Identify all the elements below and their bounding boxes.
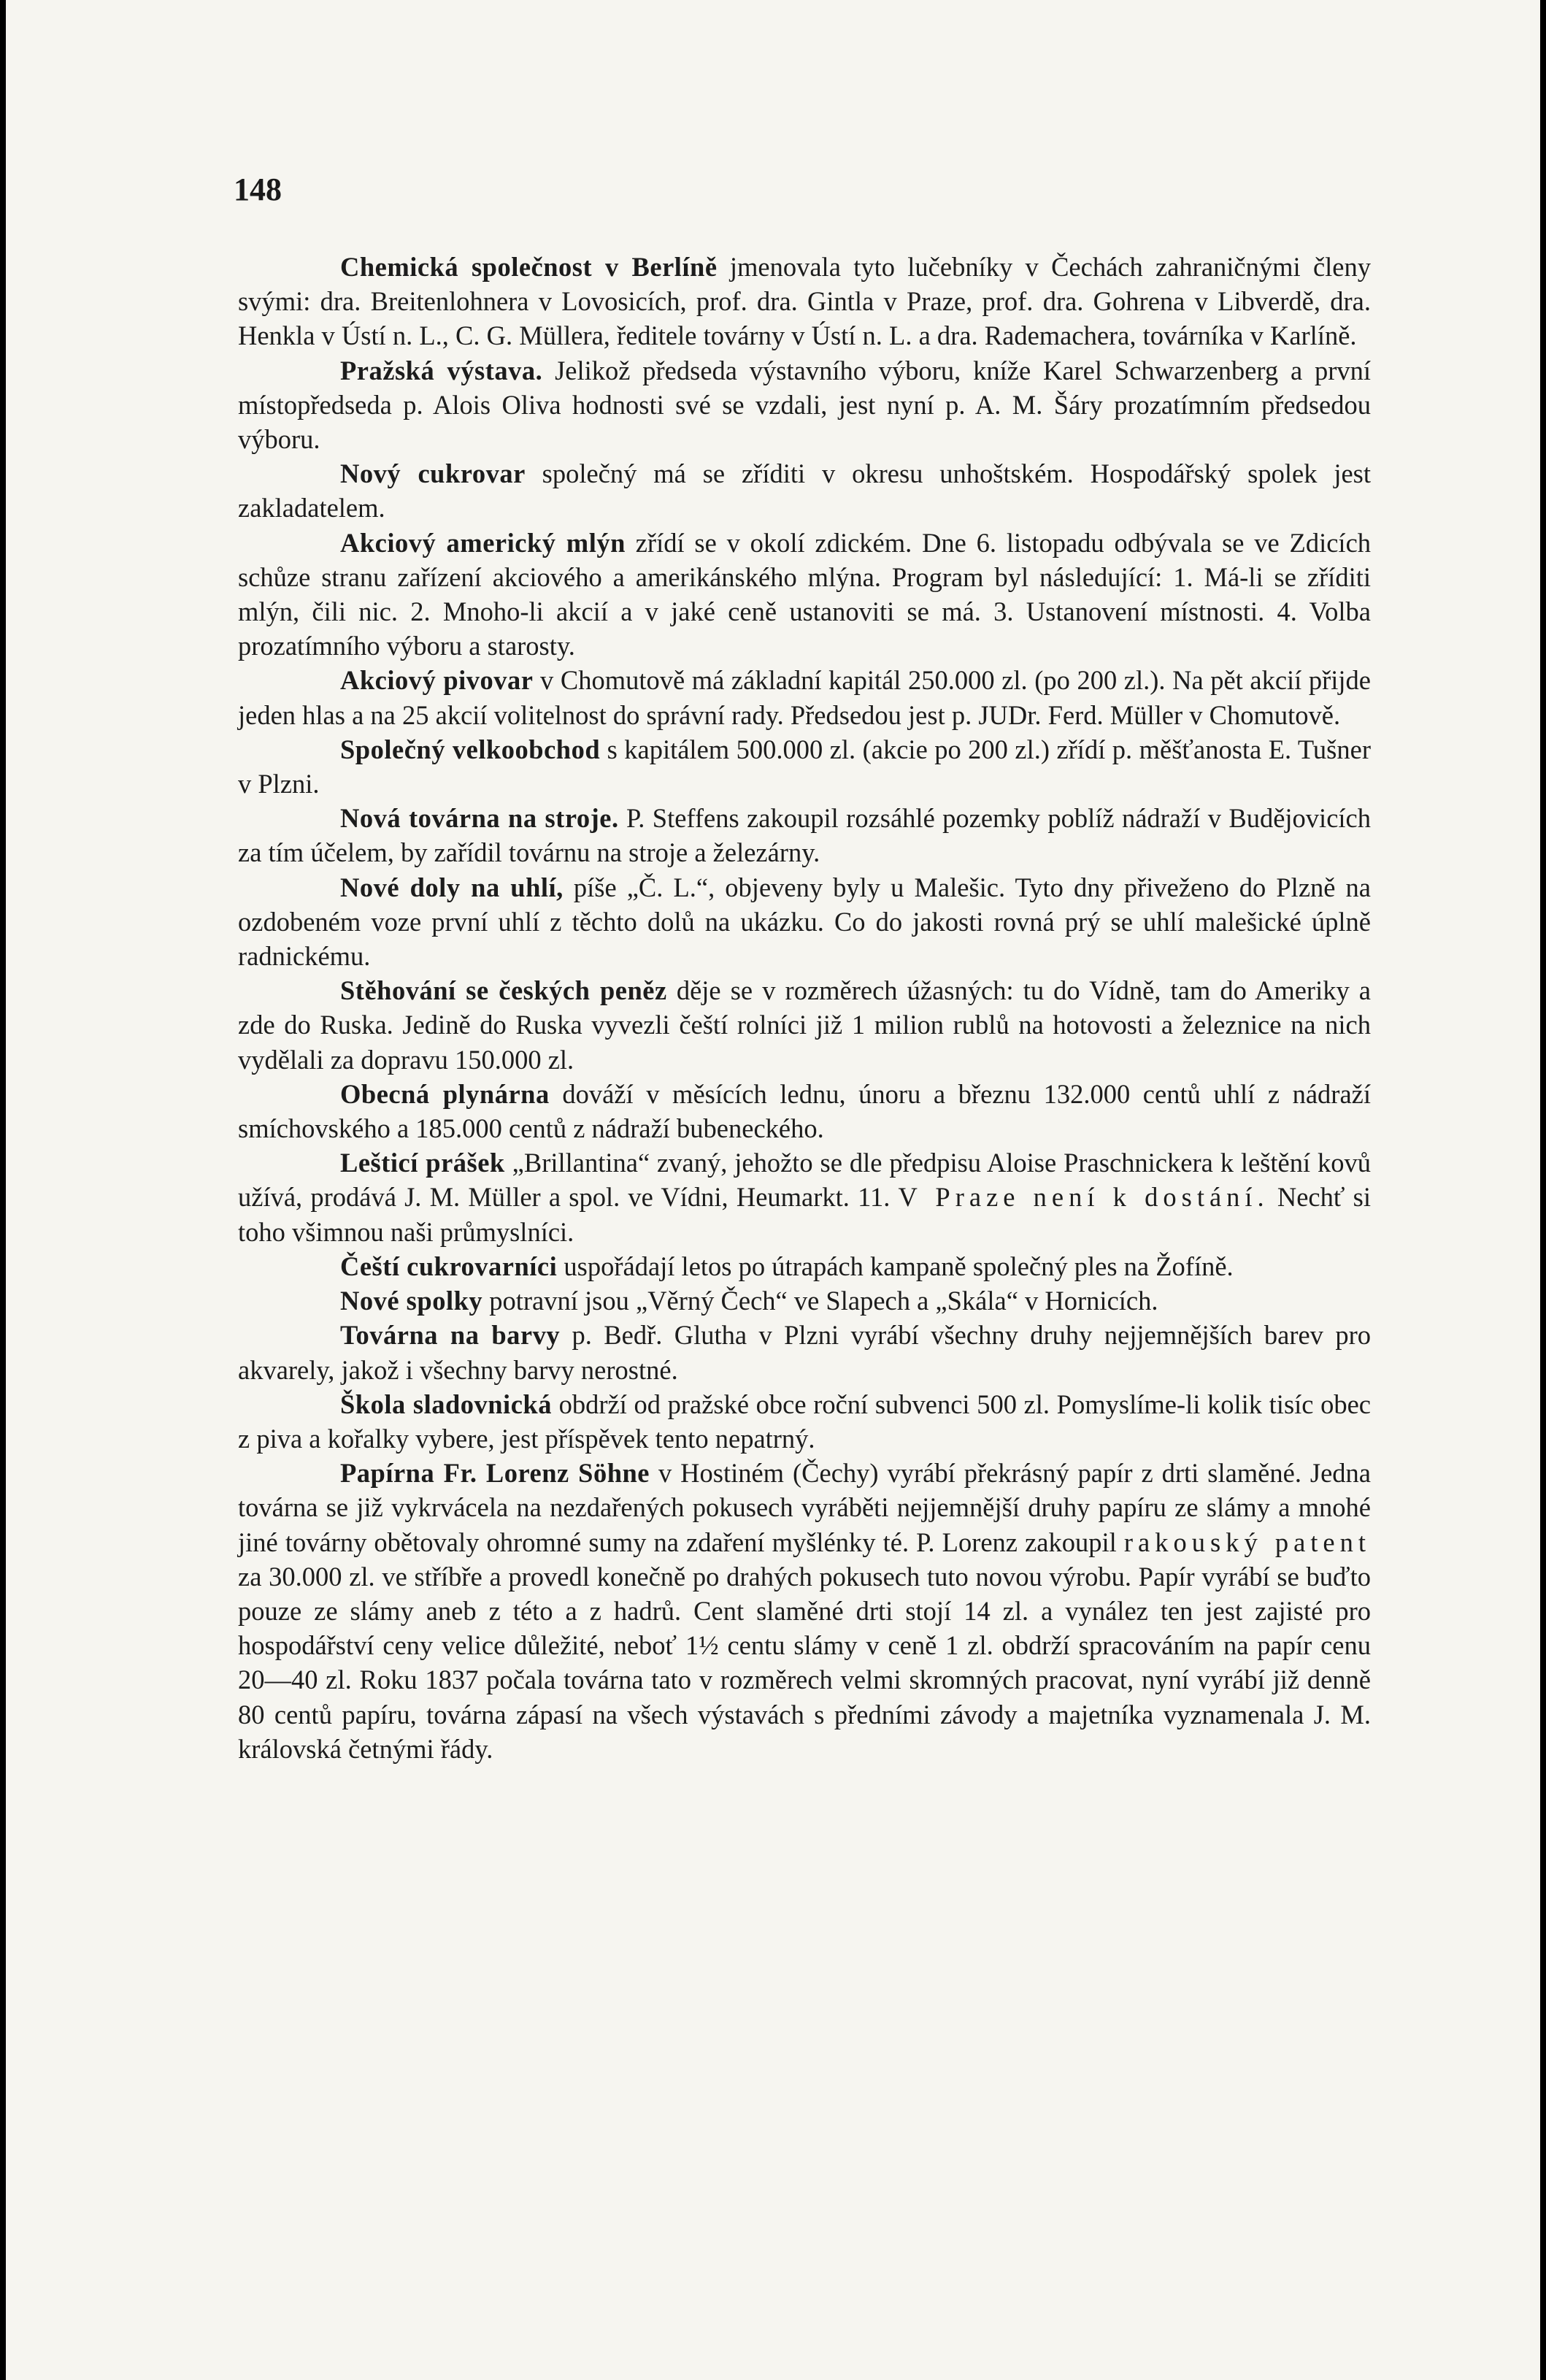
entry-heading: Stěhování se českých peněz — [340, 975, 667, 1006]
entry-body-tail: Nechť si toho všimnou naši průmyslníci. — [238, 1182, 1372, 1247]
book-page — [6, 0, 1540, 2380]
entry-new-sugar-factory — [238, 456, 1371, 525]
entry-body: p. Bedř. Glutha v Plzni vyrábí všechny druhy nejjemnějších barev pro akvarely, jakož i všechny barvy nerostné. — [238, 1320, 1371, 1385]
entry-body: zřídí se v okolí zdickém. Dne 6. listopadu odbývala se ve Zdicích schůze stranu zařízení akciového a amerikánského mlýna. Program byl následující: 1. Má-li se zříditi mlýn, čili nic. 2. Mnoho-li akcií a v jaké ceně ustanoviti se má. 3. Ustanovení místnosti. 4. Volba prozatímního výboru a starosty. — [238, 527, 1372, 661]
text-column — [238, 250, 1371, 1766]
entry-money-migration — [238, 973, 1371, 1077]
entry-body: Jelikož předseda výstavního výboru, kníže Karel Schwarzenberg a první místopředseda p. Alois Oliva hodnosti své se vzdali, jest nyní p. A. M. Šáry prozatímním předsedou výboru. — [238, 355, 1372, 455]
entry-heading: Akciový americký mlýn — [340, 527, 626, 558]
entry-paper-mill — [238, 1456, 1371, 1766]
entry-body: potravní jsou „Věrný Čech“ ve Slapech a „Skála“ v Hornicích. — [489, 1286, 1158, 1316]
entry-heading: Továrna na barvy — [340, 1320, 561, 1351]
entry-coal-mines — [238, 870, 1371, 974]
page-number: 148 — [234, 172, 282, 207]
entry-body: uspořádají letos po útrapách kampaně společný ples na Žofíně. — [564, 1251, 1234, 1281]
entry-new-societies — [238, 1283, 1371, 1318]
entry-body: v Hostiném (Čechy) vyrábí překrásný papír z drti slaměné. Jedna továrna se již vykrvácela na nezdařených pokusech vyráběti nejjemnější druhy papíru ze slámy a mnohé jiné továrny obětovaly ohromné sumy na zdaření myšlénky té. P. Lorenz zakoupil — [238, 1458, 1371, 1557]
entry-malting-school — [238, 1387, 1371, 1456]
entry-heading: Nové doly na uhlí, — [340, 872, 564, 902]
entry-gasworks — [238, 1077, 1371, 1145]
entry-sugar-ball — [238, 1249, 1371, 1283]
entry-emphasis: V Praze není k dostání. — [898, 1182, 1269, 1213]
entry-heading: Nový cukrovar — [340, 458, 526, 489]
entry-body: P. Steffens zakoupil rozsáhlé pozemky poblíž nádraží v Budějovicích za tím účelem, by zařídil továrnu na stroje a železárny. — [238, 803, 1371, 868]
entry-body: obdrží od pražské obce roční subvenci 500 zl. Pomyslíme-li kolik tisíc obec z piva a kořalky vybere, jest příspěvek tento nepatrný. — [238, 1389, 1372, 1454]
entry-brewery — [238, 663, 1371, 732]
entry-body-tail: za 30.000 zl. ve stříbře a provedl konečně po drahých pokusech tuto novou výrobu. Papír vyrábí se buďto pouze ze slámy aneb z této a z hadrů. Cent slaměné drti stojí 14 zl. a vynález ten jest zajisté pro hospodářství ceny velice důležité, neboť 1½ centu slámy v ceně 1 zl. obdrží spracováním na papír cenu 20—40 zl. Roku 1837 počala továrna tato v rozměrech velmi skromných pracovat, nyní vyrábí již denně 80 centů papíru, továrna zápasí na všech výstavách s předními závody a majetníka vyznamenala J. M. královská četnými řády. — [238, 1561, 1371, 1764]
entry-body: s kapitálem 500.000 zl. (akcie po 200 zl.) zřídí p. měšťanosta E. Tušner v Plzni. — [238, 734, 1371, 799]
entry-body: píše „Č. L.“, objeveny byly u Malešic. Tyto dny přiveženo do Plzně na ozdobeném voze první uhlí z těchto dolů na ukázku. Co do jakosti rovná prý se uhlí malešické úplně radnickému. — [238, 872, 1371, 972]
entry-emphasis: rakouský patent — [1123, 1527, 1372, 1557]
entry-heading: Nové spolky — [340, 1286, 483, 1316]
entry-prague-exhibition — [238, 353, 1371, 457]
entry-heading: Chemická společnost v Berlíně — [340, 252, 718, 282]
entry-body: společný má se zříditi v okresu unhoštském. Hospodářský spolek jest zakladatelem. — [238, 458, 1372, 523]
entry-heading: Čeští cukrovarníci — [340, 1251, 558, 1281]
entry-heading: Lešticí prášek — [340, 1148, 505, 1178]
entry-chemical-society — [238, 250, 1371, 353]
entry-body: v Chomutově má základní kapitál 250.000 zl. (po 200 zl.). Na pět akcií přijde jeden hlas a na 25 akcií volitelnost do správní rady. Předsedou jest p. JUDr. Ferd. Müller v Chomutově. — [238, 665, 1372, 730]
entry-heading: Nová továrna na stroje. — [340, 803, 619, 834]
entry-body: „Brillantina“ zvaný, jehožto se dle předpisu Aloise Praschnickera k leštění kovů užívá, prodává J. M. Müller a spol. ve Vídni, Heumarkt. 11. — [238, 1148, 1372, 1213]
entry-heading: Papírna Fr. Lorenz Söhne — [340, 1458, 650, 1489]
entry-body: dováží v měsících lednu, únoru a březnu 132.000 centů uhlí z nádraží smíchovského a 185.000 centů z nádraží bubeneckého. — [238, 1078, 1371, 1144]
entry-american-mill — [238, 526, 1371, 664]
entry-heading: Společný velkoobchod — [340, 734, 601, 764]
entry-heading: Obecná plynárna — [340, 1078, 550, 1109]
entry-body: děje se v rozměrech úžasných: tu do Vídně, tam do Ameriky a zde do Ruska. Jedině do Ruska vyvezli čeští rolníci již 1 milion rublů na hotovosti a železnice na nich vydělali za dopravu 150.000 zl. — [238, 975, 1372, 1075]
entry-heading: Škola sladovnická — [340, 1389, 552, 1419]
entry-wholesale — [238, 732, 1371, 801]
entry-heading: Akciový pivovar — [340, 665, 534, 696]
entry-body: jmenovala tyto lučebníky v Čechách zahraničnými členy svými: dra. Breitenlohnera v Lovosicích, prof. dra. Gintla v Praze, prof. dra. Gohrena v Libverdě, dra. Henkla v Ústí n. L., C. G. Müllera, ředitele továrny v Ústí n. L. a dra. Rademachera, továrníka v Karlíně. — [238, 252, 1372, 351]
entry-machine-factory — [238, 801, 1371, 870]
entry-paint-factory — [238, 1318, 1371, 1386]
entry-polish-powder — [238, 1145, 1371, 1249]
entry-heading: Pražská výstava. — [340, 355, 543, 385]
